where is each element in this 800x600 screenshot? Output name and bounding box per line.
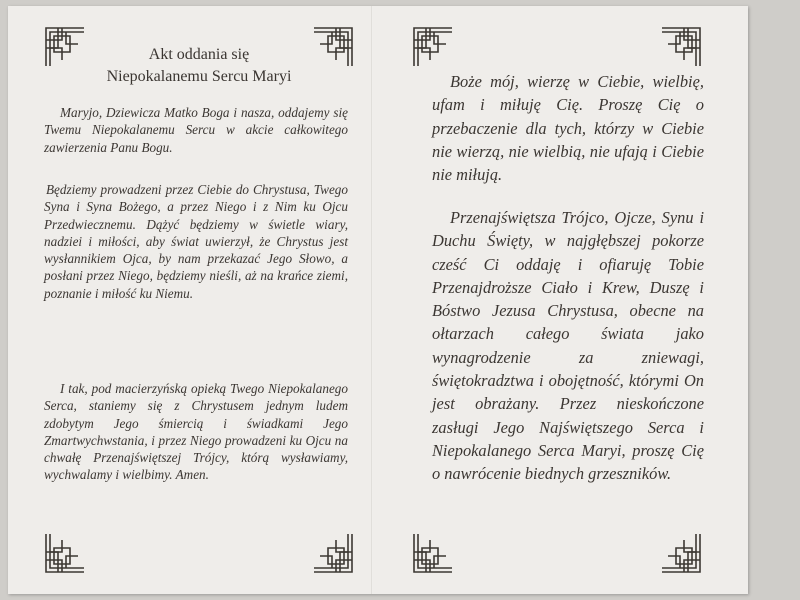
corner-ornament-icon (312, 26, 354, 68)
corner-ornament-icon (44, 26, 86, 68)
corner-ornament-icon (660, 532, 702, 574)
right-paragraph-1: Boże mój, wierzę w Ciebie, wielbię, ufam i miłuję Cię. Proszę Cię o przebaczenie dla tych, którzy w Ciebie nie wierzą, nie wielbią, nie ufają i Ciebie nie miłują. (432, 72, 704, 185)
prayer-title-line-1: Akt oddania się (148, 46, 250, 63)
left-paragraph-1: Maryjo, Dziewicza Matko Boga i nasza, oddajemy się Twemu Niepokalanemu Sercu w akcie całkowitego zawierzenia Panu Bogu. (44, 105, 348, 155)
left-paragraph-2: Będziemy prowadzeni przez Ciebie do Chrystusa, Twego Syna i Syna Bożego, a przez Niego i z Nim ku Ojcu Przedwiecznemu. Dążyć będziemy w świetle wiary, nadziei i miłości, aby świat uwierzył, że Chrystus jest wysłannikiem Ojca, by nam przekazać Jego Słowo, a posłani przez Niego, będziemy nieśli, aż na krańce ziemi, poznanie i miłość ku Niemu. (44, 182, 348, 301)
right-panel (412, 26, 702, 574)
corner-ornament-icon (660, 26, 702, 68)
card-fold-line (371, 6, 373, 594)
prayer-title-line-2: Niepokalanemu Sercu Maryi (106, 68, 292, 85)
corner-ornament-icon (44, 532, 86, 574)
corner-ornament-icon (312, 532, 354, 574)
corner-ornament-icon (412, 532, 454, 574)
left-panel (44, 26, 354, 574)
left-paragraph-3: I tak, pod macierzyńską opieką Twego Niepokalanego Serca, staniemy się z Chrystusem jednym ludem zdobytym Jego śmiercią i świadkami Jego Zmartwychwstania, i przez Niego prowadzeni ku Ojcu na chwałę Przenajświętszej Trójcy, którą wysławiamy, wychwalamy i wielbimy. Amen. (44, 381, 348, 483)
corner-ornament-icon (412, 26, 454, 68)
right-paragraph-2: Przenajświętsza Trójco, Ojcze, Synu i Duchu Święty, w najgłębszej pokorze cześć Ci oddaję i ofiaruję Tobie Przenajdroższe Ciało i Krew, Duszę i Bóstwo Jezusa Chrystusa, obecne na ołtarzach całego świata jako wynagrodzenie za zniewagi, świętokradztwa i obojętność, którymi On jest obrażany. Przez nieskończone zasługi Jego Najświętszego Serca i Niepokalanego Serca Maryi, proszę Cię o nawrócenie biednych grzeszników. (432, 208, 704, 484)
